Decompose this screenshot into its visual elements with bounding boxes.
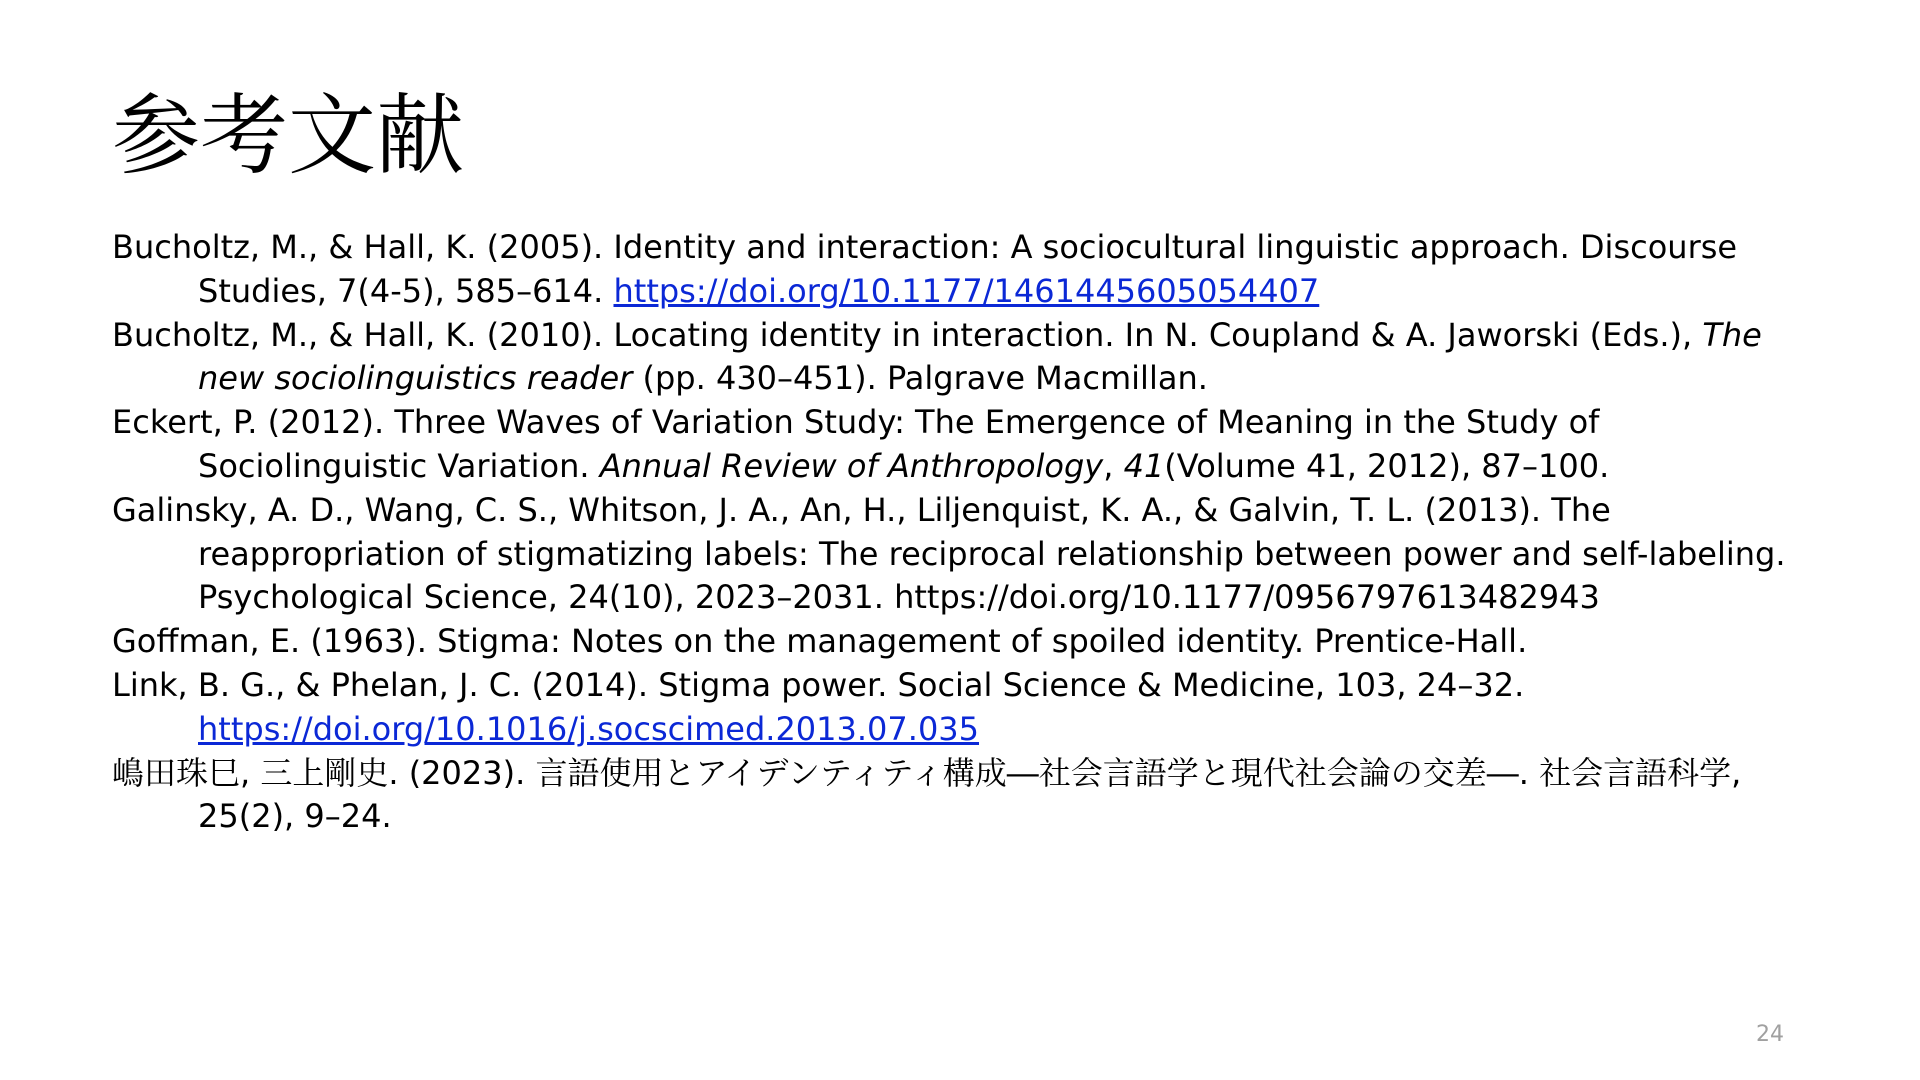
reference-text: Galinsky, A. D., Wang, C. S., Whitson, J. A., An, H., Liljenquist, K. A., & Galvin, T. L. (2013). The reappropriation of stigmatizing labels: The reciprocal relationship between power and self-labeling. Psychological Science, 24(10), 2023–2031. https://doi.org/10.1177/0956797613482943 (112, 490, 1786, 617)
page-number: 24 (1756, 1022, 1784, 1047)
reference-text: (pp. 430–451). Palgrave Macmillan. (632, 359, 1208, 398)
doi-link[interactable]: https://doi.org/10.1177/1461445605054407 (613, 271, 1320, 310)
reference-item (112, 620, 1812, 664)
reference-item (112, 401, 1812, 489)
reference-item (112, 489, 1812, 620)
reference-text: Bucholtz, M., & Hall, K. (2005). Identity and interaction: A sociocultural linguistic approach. Discourse Studies, 7(4-5), 585–614. (112, 228, 1738, 310)
reference-text: Link, B. G., & Phelan, J. C. (2014). Stigma power. Social Science & Medicine, 103, 24–32. (112, 665, 1525, 704)
reference-text: Bucholtz, M., & Hall, K. (2010). Locating identity in interaction. In N. Coupland & A. Jaworski (Eds.), (112, 315, 1703, 354)
reference-item (112, 226, 1812, 314)
reference-text: Goffman, E. (1963). Stigma: Notes on the management of spoiled identity. Prentice-Hall. (112, 622, 1528, 661)
doi-link[interactable]: https://doi.org/10.1016/j.socscimed.2013.07.035 (198, 709, 980, 748)
journal-title: Annual Review of Anthropology (599, 446, 1104, 485)
reference-text: 嶋田珠巳, 三上剛史. (2023). 言語使用とアイデンティティ構成―社会言語学と現代社会論の交差―. 社会言語科学, 25(2), 9–24. (112, 753, 1742, 836)
reference-item (112, 314, 1812, 402)
reference-text: (Volume 41, 2012), 87–100. (1164, 446, 1610, 485)
slide-title: 参考文献 (112, 84, 465, 187)
reference-item (112, 752, 1812, 840)
reference-text: Eckert, P. (2012). Three Waves of Variation Study: The Emergence of Meaning in the Study of Sociolinguistic Variation. (112, 403, 1600, 485)
journal-volume: 41 (1123, 446, 1165, 485)
reference-item (112, 664, 1812, 752)
reference-separator: , (1103, 446, 1124, 485)
book-title: The new sociolinguistics reader (198, 315, 1762, 398)
reference-list (112, 226, 1812, 839)
